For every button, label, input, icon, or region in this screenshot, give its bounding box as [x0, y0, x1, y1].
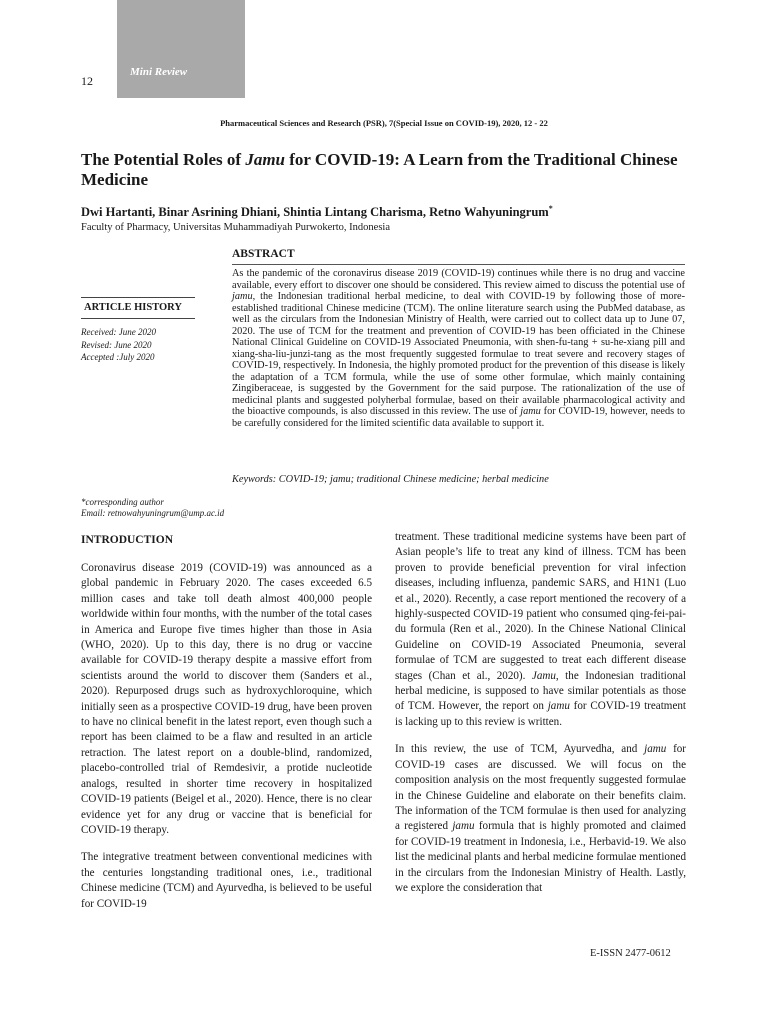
section-banner	[117, 0, 245, 98]
keywords: Keywords: COVID-19; jamu; traditional Chinese medicine; herbal medicine	[232, 474, 549, 485]
corresponding-email: Email: retnowahyuningrum@ump.ac.id	[81, 508, 225, 518]
intro-paragraph-4	[395, 742, 686, 896]
abstract-jamu-1: jamu	[232, 291, 253, 302]
p3-text-2: , the Indonesian traditional herbal medicine, is supposed to have similar potentials as those of TCM. However, the report on	[395, 669, 686, 713]
journal-citation: Pharmaceutical Sciences and Research (PSR), 7(Special Issue on COVID-19), 2020, 12 - 22	[220, 118, 548, 128]
p3-jamu: jamu	[547, 700, 570, 713]
p4-text-2: for COVID-19 cases are discussed. We will focus on the composition analysis on the most frequently suggested formulae in the Chinese Guideline and elaborate on their benefits claim. The information of the TCM formulae is then used for analyzing a registered	[395, 743, 687, 833]
abstract-heading: ABSTRACT	[232, 248, 295, 260]
corresponding-mark: *	[548, 204, 553, 213]
p4-text-1: In this review, the use of TCM, Ayurvedha, and	[395, 743, 645, 756]
abstract-divider	[232, 264, 685, 265]
abstract-text-2: , the Indonesian traditional herbal medicine, to deal with COVID-19 by following those of more-established traditional Chinese medicine (TCM). The online literature search using the PubMed database, as well as the circulars from the Indonesian Ministry of Health, were carried out to collect data up to June 07, 2020. The use of TCM for the treatment and prevention of COVID-19 has been officiated in the Chinese National Clinical Guideline on COVID-19 Associated Pneumonia, with shen-fu-tang + su-he-xiang pill and xiang-sha-liu-junzi-tang as the most frequently suggested formulae to treat severe and recovery stages of COVID-19, respectively. In Indonesia, the highly promoted product for the prevention of this disease is likely the adaptation of a TCM formula, while the use of some other formulae, which mainly containing Zingiberaceae, is suggested by the Government for the said purpose. The rationalization of the use of medicinal plants and suggested polyherbal formulae, based on their available pharmacological activity and the bioactive compounds, is also discussed in this review. The use of	[232, 291, 685, 417]
abstract-text-1: As the pandemic of the coronavirus disease 2019 (COVID-19) continues while there is no drug and vaccine available, every effort to discover one should be considered. This review aimed to discuss the potential use of	[232, 268, 685, 291]
authors-text: Dwi Hartanti, Binar Asrining Dhiani, Shintia Lintang Charisma, Retno Wahyuningrum	[81, 205, 549, 220]
p3-jamu-cap: Jamu	[531, 669, 556, 682]
title-part-1: The Potential Roles of	[81, 150, 246, 169]
accepted-date: Accepted :July 2020	[81, 352, 155, 362]
history-dates	[81, 326, 156, 364]
section-label: Mini Review	[130, 66, 188, 78]
author-list	[81, 204, 553, 220]
p4-jamu-2: jamu	[452, 820, 475, 833]
intro-paragraph-3	[395, 530, 686, 730]
p4-jamu-1: jamu	[644, 743, 667, 756]
correspondence	[81, 497, 224, 519]
eissn: E-ISSN 2477-0612	[590, 948, 671, 959]
abstract-body	[232, 268, 685, 429]
right-column	[395, 530, 686, 908]
history-divider-top	[81, 297, 195, 298]
received-date: Received: June 2020	[81, 327, 156, 337]
history-heading: ARTICLE HISTORY	[84, 302, 182, 313]
article-title	[81, 150, 691, 190]
title-part-2: for COVID-19: A Learn from the Traditional Chinese Medicine	[81, 150, 678, 189]
p3-text-3: for COVID-19 treatment is lacking up to this review is written.	[395, 700, 686, 728]
revised-date: Revised: June 2020	[81, 339, 152, 350]
history-divider-bottom	[81, 318, 195, 319]
intro-paragraph-1: Coronavirus disease 2019 (COVID-19) was announced as a global pandemic in February 2020. The cases exceeded 6.5 million cases and take toll death almost 400,000 people worldwide within four months, with the number of the total cases in America and Europe five times higher than those in Asia (WHO, 2020). Up to this day, there is no drug or vaccine available for COVID-19 therapy despite a massive effort from scientists around the world to discover them (Sanders et al., 2020). Repurposed drugs such as hydroxychloroquine, which initially seen as a prospective COVID-19 drug, have been proven to have no clinical benefit in the latest report, even though such a report has been claimed to be a flaw and resulted in an article retraction. The latest report on a double-blind, randomized, placebo-controlled trial of Remdesivir, a protide nucleotide analogs, resulted in shorter time recovery in hospitalized COVID-19 patients (Beigel et al., 2020). Hence, there is no clear evidence yet for any drug or vaccine that is beneficial for COVID-19 therapy.	[81, 562, 372, 836]
introduction-heading: INTRODUCTION	[81, 534, 174, 546]
page-number: 12	[81, 74, 93, 88]
title-jamu: Jamu	[245, 150, 286, 169]
p4-text-3: formula that is highly promoted and claimed for COVID-19 treatment in Indonesia, i.e., Herbavid-19. We also list the medicinal plants and herbal medicine formulae mentioned in the circulars from the Indonesian Ministry of Health. Lastly, we explore the consideration that	[395, 820, 686, 894]
p3-text-1: treatment. These traditional medicine systems have been part of Asian people’s life to treat any kind of illness. TCM has been proven to provide beneficial prevention for viral infection diseases, including influenza, pandemic SARS, and H1N1 (Luo et al., 2020). Recently, a case report mentioned the recovery of a highly-suspected COVID-19 patient who consumed qing-fei-pai-du formula (Ren et al., 2020). In the Chinese National Clinical Guideline on COVID-19 Associated Pneumonia, several formulae of TCM are suggested to treat each different disease stages (Chan et al., 2020).	[395, 531, 686, 682]
corresponding-author-label: *corresponding author	[81, 497, 164, 507]
affiliation: Faculty of Pharmacy, Universitas Muhammadiyah Purwokerto, Indonesia	[81, 222, 391, 233]
left-column	[81, 561, 372, 924]
abstract-text-3: for COVID-19, however, needs to be carefully considered for the limited scientific data available to support it.	[232, 406, 685, 429]
abstract-jamu-2: jamu	[520, 406, 541, 417]
intro-paragraph-2: The integrative treatment between conventional medicines with the centuries longstanding traditional ones, i.e., traditional Chinese medicine (TCM) and Ayurvedha, is believed to be useful for COVID-19	[81, 851, 372, 910]
